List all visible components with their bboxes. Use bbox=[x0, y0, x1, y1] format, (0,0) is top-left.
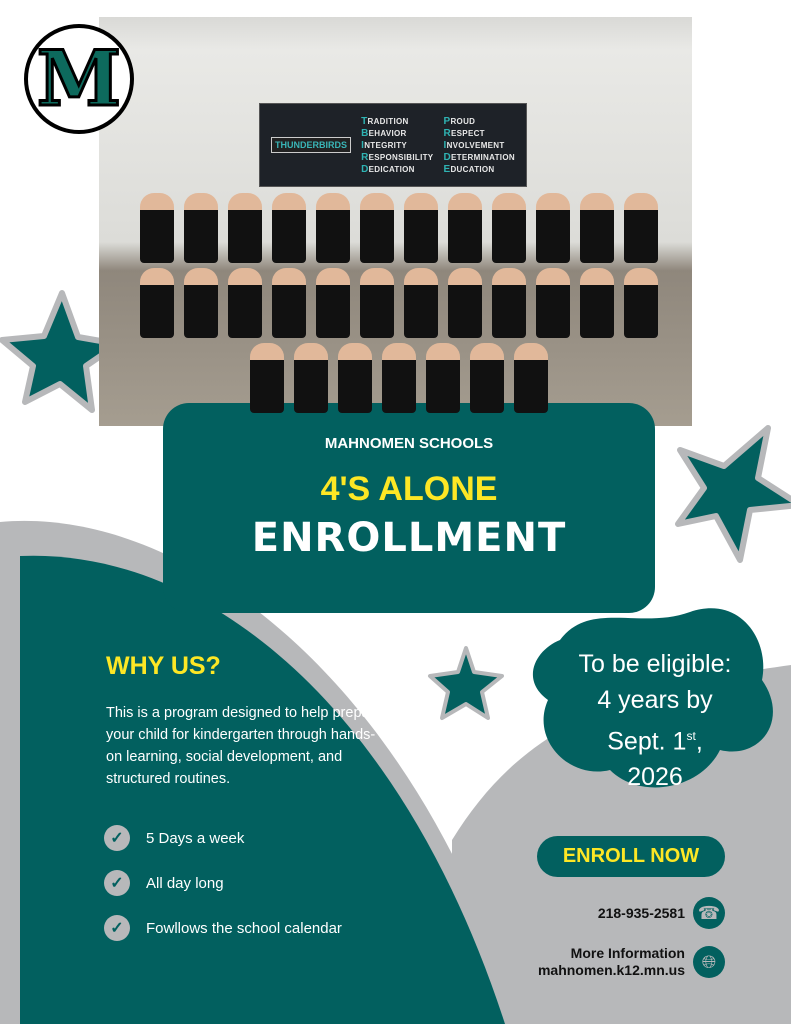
why-heading: WHY US? bbox=[106, 652, 221, 680]
students-group bbox=[119, 193, 679, 421]
banner-word: BEHAVIOR bbox=[361, 127, 407, 139]
class-photo bbox=[99, 17, 692, 426]
why-description: This is a program designed to help prepare your child for kindergarten through hands-on learning, social development, and structured routines. bbox=[106, 705, 383, 787]
check-icon: ✓ bbox=[104, 825, 130, 851]
phone-contact bbox=[540, 897, 725, 929]
pride-banner bbox=[259, 103, 527, 187]
eligibility-line: Sept. 1st, bbox=[607, 727, 703, 756]
feature-label: Fowllows the school calendar bbox=[146, 919, 342, 937]
feature-label: All day long bbox=[146, 874, 224, 892]
banner-word: DEDICATION bbox=[361, 163, 415, 175]
eligibility-line: 4 years by bbox=[597, 686, 713, 714]
website-contact bbox=[500, 945, 725, 979]
page-title: ENROLLMENT bbox=[251, 515, 567, 561]
school-logo bbox=[24, 24, 134, 134]
school-name: MAHNOMEN SCHOOLS bbox=[324, 435, 494, 452]
program-name: 4'S ALONE bbox=[320, 470, 498, 508]
eligibility-line: 2026 bbox=[627, 763, 683, 792]
check-icon: ✓ bbox=[104, 870, 130, 896]
more-info-label: More Information bbox=[570, 945, 685, 961]
banner-word: RESPONSIBILITY bbox=[361, 151, 434, 163]
check-icon: ✓ bbox=[104, 915, 130, 941]
banner-word: PROUD bbox=[443, 115, 476, 127]
banner-word: TRADITION bbox=[361, 115, 409, 127]
feature-item bbox=[104, 870, 224, 896]
star-middle-icon bbox=[430, 648, 502, 718]
star-right-icon bbox=[678, 428, 791, 560]
banner-word: INTEGRITY bbox=[361, 139, 408, 151]
title-box bbox=[163, 403, 655, 613]
logo-letter: M bbox=[36, 34, 122, 123]
globe-icon: 🌐︎ bbox=[693, 946, 725, 978]
banner-word: EDUCATION bbox=[443, 163, 495, 175]
banner-word: DETERMINATION bbox=[443, 151, 515, 163]
feature-item bbox=[104, 915, 342, 941]
eligibility-text bbox=[560, 646, 750, 795]
eligibility-line: To be eligible: bbox=[578, 650, 732, 678]
feature-item bbox=[104, 825, 244, 851]
phone-icon: ☎ bbox=[693, 897, 725, 929]
feature-label: 5 Days a week bbox=[146, 829, 245, 847]
phone-number[interactable]: 218-935-2581 bbox=[597, 905, 685, 921]
banner-word: INVOLVEMENT bbox=[443, 139, 505, 151]
enroll-now-button[interactable]: ENROLL NOW bbox=[537, 836, 725, 877]
website-link[interactable]: mahnomen.k12.mn.us bbox=[537, 962, 685, 978]
banner-word: RESPECT bbox=[443, 127, 485, 139]
mascot-logo: THUNDERBIRDS bbox=[271, 137, 351, 153]
